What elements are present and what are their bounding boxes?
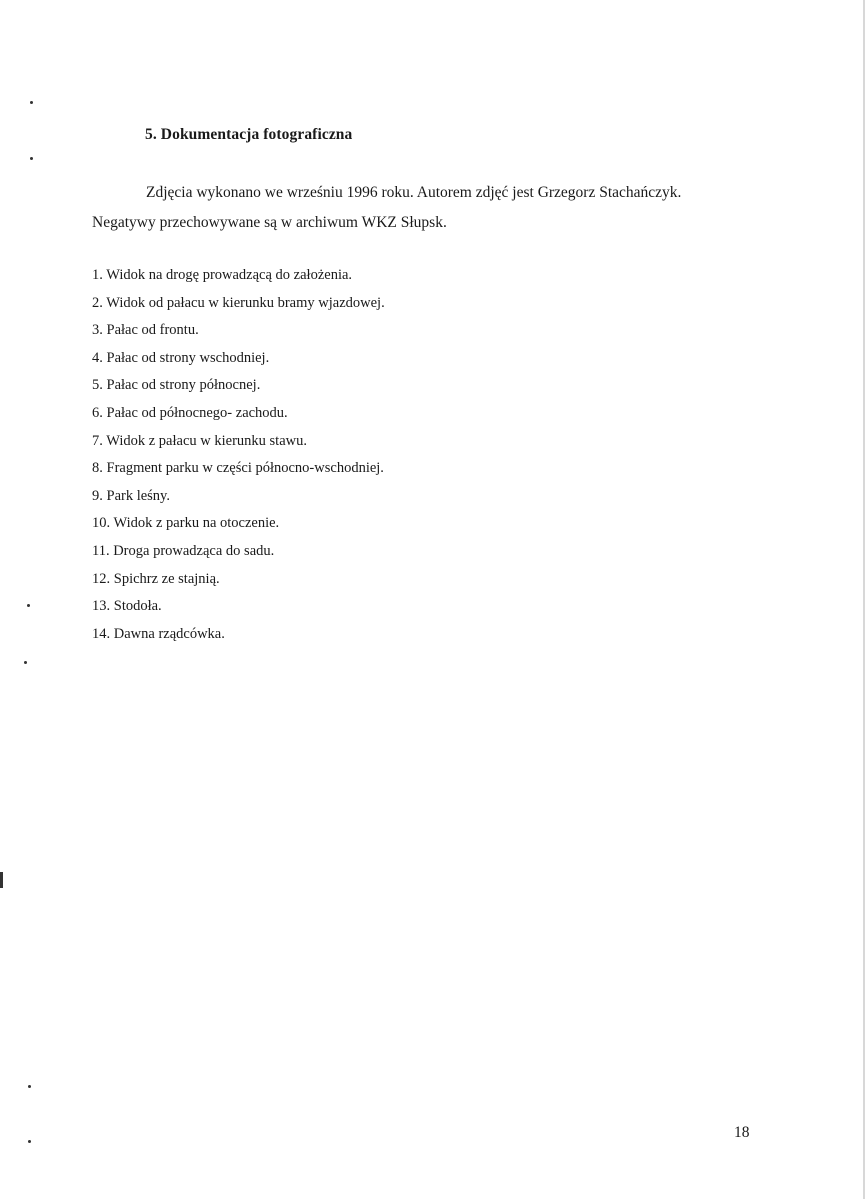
scan-speck bbox=[28, 1085, 31, 1088]
list-item: 9. Park leśny. bbox=[92, 487, 170, 504]
list-item: 8. Fragment parku w części północno-wschodniej. bbox=[92, 460, 384, 477]
list-item: 5. Pałac od strony północnej. bbox=[92, 377, 261, 394]
scan-speck bbox=[24, 661, 27, 664]
paragraph-line: Negatywy przechowywane są w archiwum WKZ Słupsk. bbox=[92, 214, 447, 231]
photo-list bbox=[92, 262, 385, 648]
intro-paragraph bbox=[92, 178, 712, 238]
scan-mark bbox=[0, 872, 3, 888]
list-item: 10. Widok z parku na otoczenie. bbox=[92, 515, 280, 532]
scan-speck bbox=[28, 1140, 31, 1143]
list-item: 2. Widok od pałacu w kierunku bramy wjazdowej. bbox=[92, 294, 385, 311]
scan-speck bbox=[27, 604, 30, 607]
list-item: 14. Dawna rządcówka. bbox=[92, 625, 225, 642]
list-item: 6. Pałac od północnego- zachodu. bbox=[92, 404, 288, 421]
scan-speck bbox=[30, 101, 33, 104]
paragraph-line: Zdjęcia wykonano we wrześniu 1996 roku. Autorem zdjęć jest Grzegorz Stachańczyk. bbox=[146, 184, 682, 201]
scan-speck bbox=[30, 157, 33, 160]
list-item: 11. Droga prowadząca do sadu. bbox=[92, 542, 275, 559]
list-item: 4. Pałac od strony wschodniej. bbox=[92, 349, 270, 366]
list-item: 13. Stodoła. bbox=[92, 598, 162, 615]
list-item: 7. Widok z pałacu w kierunku stawu. bbox=[92, 432, 307, 449]
page-number: 18 bbox=[734, 1124, 750, 1141]
list-item: 12. Spichrz ze stajnią. bbox=[92, 570, 220, 587]
list-item: 3. Pałac od frontu. bbox=[92, 322, 199, 339]
section-heading: 5. Dokumentacja fotograficzna bbox=[145, 126, 353, 143]
list-item: 1. Widok na drogę prowadzącą do założenia. bbox=[92, 267, 353, 283]
